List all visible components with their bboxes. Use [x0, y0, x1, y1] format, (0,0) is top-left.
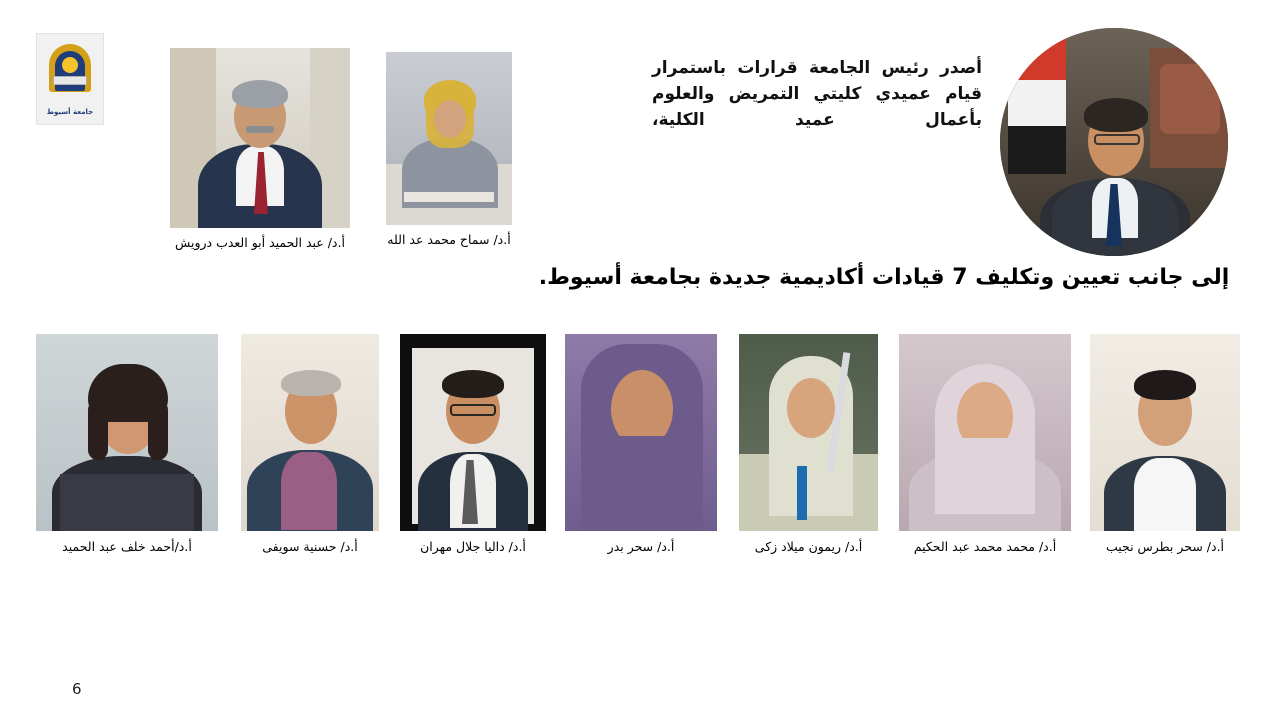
page-number: 6 [72, 680, 82, 698]
portrait-photo [1090, 334, 1240, 531]
portrait-photo [739, 334, 878, 531]
photo-caption: أ.د/ عبد الحميد أبو العدب درويش [175, 235, 345, 250]
logo-label: جامعة أسيوط [46, 108, 94, 116]
photo-caption: أ.د/ داليا جلال مهران [420, 539, 526, 554]
photo-caption: أ.د/ سحر بطرس نجيب [1105, 539, 1225, 554]
president-photo [1000, 28, 1228, 256]
photo-card-top-2 [386, 52, 512, 247]
photo-card-bottom-4 [565, 334, 717, 555]
photo-card-top-1 [170, 48, 350, 250]
photo-card-bottom-6 [241, 334, 379, 555]
photo-card-bottom-7 [36, 334, 218, 555]
photo-card-bottom-1 [1090, 334, 1240, 555]
photo-caption: أ.د/ حسنية سويفى [262, 539, 358, 554]
subheadline-text: إلى جانب تعيين وتكليف 7 قيادات أكاديمية جديدة بجامعة أسيوط. [538, 265, 1230, 290]
crest-icon [45, 42, 95, 116]
photo-card-bottom-5 [400, 334, 546, 555]
portrait-photo [386, 52, 512, 225]
portrait-photo [241, 334, 379, 531]
portrait-photo [565, 334, 717, 531]
photo-caption: أ.د/ ريمون ميلاد زكى [754, 539, 863, 554]
portrait-photo [400, 334, 546, 531]
photo-caption: أ.د/ سحر بدر [607, 539, 675, 554]
photo-caption: أ.د/أحمد خلف عبد الحميد [62, 539, 192, 554]
photo-card-bottom-3 [739, 334, 878, 555]
photo-caption: أ.د/ سماح محمد عد الله [387, 232, 511, 247]
university-logo [36, 33, 104, 125]
portrait-photo [170, 48, 350, 228]
portrait-photo [899, 334, 1071, 531]
academic-leaders-row [0, 334, 1280, 594]
headline-text: أصدر رئيس الجامعة قرارات باستمرار قيام عميدي كليتي التمريض والعلوم بأعمال عميد الكلية، [652, 58, 982, 130]
photo-caption: أ.د/ محمد محمد عبد الحكيم [913, 539, 1057, 554]
photo-card-bottom-2 [899, 334, 1071, 555]
portrait-photo [36, 334, 218, 531]
